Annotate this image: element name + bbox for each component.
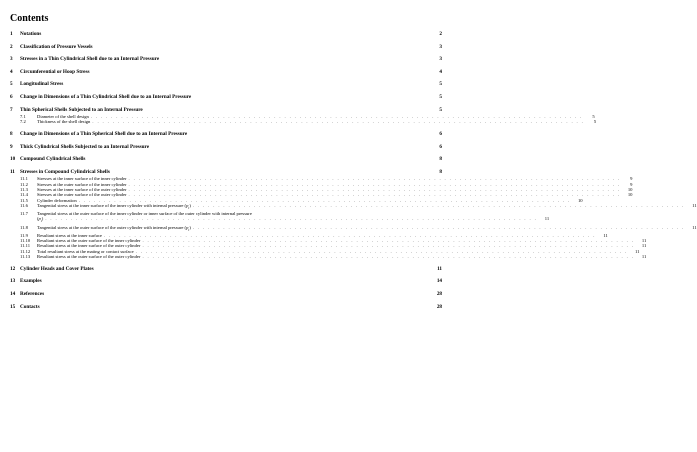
table-of-contents <box>10 13 697 310</box>
subsection-number: 7.1 <box>20 113 26 119</box>
toc-section-entry[interactable] <box>10 94 442 100</box>
toc-section-entry[interactable] <box>10 144 442 150</box>
subsection-title-link[interactable]: Resultant stress at the outer surface of the outer cylinder <box>37 253 141 259</box>
section-page-number: 14 <box>436 278 442 285</box>
contents-heading: Contents <box>10 13 49 24</box>
subsection-page-number: 5 <box>593 119 597 125</box>
subsection-title-link[interactable]: Total resultant stress at the mating or contact surface <box>37 248 134 254</box>
dot-leader: . . . . . . . . . . . . . . . . . . . . . . . . . . . . . . . . . . . . . . . . . . . . . . . . . . . . . . . . . . . . . . . . . . . . . . . . . . . . . . . . . . . . . . . . . . . . . . . . . <box>103 232 596 238</box>
section-page-number: 8 <box>439 156 442 163</box>
section-page-number: 2 <box>439 31 442 37</box>
dot-leader: . . . . . . . . . . . . . . . . . . . . . . . . . . . . . . . . . . . . . . . . . . . . . . . . . . . . . . . . . . . . . . . . . . . . . . . . . . . . . . . . . . . . . . . . . . . . . . . . . <box>45 216 538 222</box>
section-number: 5 <box>10 81 13 88</box>
dot-leader: . . . . . . . . . . . . . . . . . . . . . . . . . . . . . . . . . . . . . . . . . . . . . . . . . . . . . . . . . . . . . . . . . . . . . . . . . . . . . . . . . . . . . . . . . . . . . . . . . <box>128 192 621 198</box>
subsection-page-number: 11 <box>692 224 697 230</box>
toc-subsection-entry[interactable] <box>10 202 697 211</box>
subsection-number: 11.5 <box>20 197 28 203</box>
subsection-number: 11.10 <box>20 238 31 243</box>
subsection-page-number: 9 <box>630 176 633 182</box>
subsection-page-number: 10 <box>577 197 583 203</box>
dot-leader: . . . . . . . . . . . . . . . . . . . . . . . . . . . . . . . . . . . . . . . . . . . . . . . . . . . . . . . . . . . . . . . . . . . . . . . . . . . . . . . . . . . . . . . . . . . . . . . . . <box>128 186 621 192</box>
section-title-link[interactable]: Notations <box>20 31 42 37</box>
subsection-title-link[interactable]: Resultant stress at the inner surface <box>37 232 102 238</box>
section-page-number: 5 <box>439 81 442 88</box>
subsection-page-number: 10 <box>627 186 633 192</box>
subsection-title-link[interactable]: Stresses at the outer surface of the outer cylinder <box>37 192 127 198</box>
subsection-page-number: 9 <box>630 181 633 187</box>
dot-leader: . . . . . . . . . . . . . . . . . . . . . . . . . . . . . . . . . . . . . . . . . . . . . . . . . . . . . . . . . . . . . . . . . . . . . . . . . . . . . . . . . . . . . . . . . . . . . . . . . <box>78 197 571 203</box>
section-page-number: 3 <box>439 56 442 63</box>
section-title-link[interactable]: Stresses in a Thin Cylindrical Shell due to an Internal Pressure <box>20 56 160 63</box>
toc-section-entry[interactable] <box>10 131 442 137</box>
subsection-page-number: 11 <box>635 248 640 254</box>
subsection-title-link[interactable]: Stresses at the inner surface of the inner cylinder <box>37 176 127 182</box>
subsection-title-link[interactable]: Tangential stress at the inner surface of the inner cylinder with internal pressure $(p_i)$ <box>37 202 191 210</box>
section-number: 1 <box>10 31 13 37</box>
dot-leader: . . . . . . . . . . . . . . . . . . . . . . . . . . . . . . . . . . . . . . . . . . . . . . . . . . . . . . . . . . . . . . . . . . . . . . . . . . . . . . . . . . . . . . . . . . . . . . . . . <box>128 176 621 182</box>
subsection-title-link[interactable]: Stresses at the outer surface of the inner cylinder <box>37 181 127 187</box>
subsection-title-link[interactable]: Diameter of the shell design <box>37 113 89 119</box>
toc-section-entry[interactable] <box>10 291 442 297</box>
subsection-title-link[interactable]: Tangential stress at the outer surface of the outer cylinder with internal pressure $(p_i)$ <box>37 224 191 232</box>
toc-list <box>10 31 697 310</box>
section-number: 8 <box>10 131 13 138</box>
section-page-number: 8 <box>439 168 442 175</box>
subsection-number: 7.2 <box>20 119 26 125</box>
subsection-number: 11.4 <box>20 192 28 198</box>
section-page-number: 11 <box>437 265 442 272</box>
dot-leader: . . . . . . . . . . . . . . . . . . . . . . . . . . . . . . . . . . . . . . . . . . . . . . . . . . . . . . . . . . . . . . . . . . . . . . . . . . . . . . . . . . . . . . . . . . . . . . . . . <box>128 181 621 187</box>
section-title-link[interactable]: References <box>20 290 45 297</box>
dot-leader: . . . . . . . . . . . . . . . . . . . . . . . . . . . . . . . . . . . . . . . . . . . . . . . . . . . . . . . . . . . . . . . . . . . . . . . . . . . . . . . . . . . . . . . . . . . . . . . . . <box>142 253 635 259</box>
dot-leader: . . . . . . . . . . . . . . . . . . . . . . . . . . . . . . . . . . . . . . . . . . . . . . . . . . . . . . . . . . . . . . . . . . . . . . . . . . . . . . . . . . . . . . . . . . . . . . . . . <box>90 113 583 119</box>
subsection-number: 11.6 <box>20 202 28 208</box>
subsection-number: 11.1 <box>20 176 28 182</box>
section-title-link[interactable]: Thick Cylindrical Shells Subjected to an Internal Pressure <box>20 143 150 150</box>
toc-subsection-entry[interactable] <box>10 253 647 259</box>
section-number: 3 <box>10 56 13 63</box>
toc-section-entry[interactable] <box>10 278 442 284</box>
subsection-title-continuation: $(p_i)$ <box>37 216 44 224</box>
toc-section-entry[interactable] <box>10 304 442 310</box>
subsection-title-link[interactable]: Resultant stress at the outer surface of the inner cylinder <box>37 238 141 243</box>
subsection-page-number: 11 <box>544 216 550 222</box>
section-page-number: 28 <box>436 290 442 297</box>
dot-leader: . . . . . . . . . . . . . . . . . . . . . . . . . . . . . . . . . . . . . . . . . . . . . . . . . . . . . . . . . . . . . . . . . . . . . . . . . . . . . . . . . . . . . . . . . . . . . . . . . <box>142 243 635 249</box>
subsection-page-number: 5 <box>592 113 595 119</box>
dot-leader: . . . . . . . . . . . . . . . . . . . . . . . . . . . . . . . . . . . . . . . . . . . . . . . . . . . . . . . . . . . . . . . . . . . . . . . . . . . . . . . . . . . . . . . . . . . . . . . . . <box>192 224 685 230</box>
subsection-number: 11.7 <box>20 211 28 216</box>
section-title-link[interactable]: Examples <box>20 278 42 285</box>
subsection-number: 11.3 <box>20 186 28 192</box>
section-title-link[interactable]: Circumferential or Hoop Stress <box>20 68 90 75</box>
section-number: 10 <box>10 156 16 163</box>
section-number: 14 <box>10 290 16 297</box>
subsection-page-number: 11 <box>692 202 697 208</box>
section-number: 9 <box>10 143 13 150</box>
subsection-number: 11.12 <box>20 248 31 254</box>
toc-subsection-entry[interactable] <box>10 119 597 125</box>
subsection-title-link[interactable]: Cylinder deformation <box>37 197 77 203</box>
section-title-link[interactable]: Change in Dimensions of a Thin Spherical Shell due to an Internal Pressure <box>20 131 188 138</box>
section-title-link[interactable]: Thin Spherical Shells Subjected to an Internal Pressure <box>20 106 143 113</box>
toc-section-entry[interactable] <box>10 266 442 272</box>
subsection-page-number: 11 <box>603 232 608 238</box>
section-number: 13 <box>10 278 16 285</box>
section-number: 15 <box>10 303 16 310</box>
subsection-number: 11.11 <box>20 243 30 249</box>
toc-section-entry[interactable] <box>10 81 442 87</box>
section-number: 2 <box>10 43 13 50</box>
subsection-page-number: 11 <box>641 243 647 249</box>
section-title-link[interactable]: Longitudinal Stress <box>20 81 64 88</box>
subsection-title-link[interactable]: Thickness of the shell design <box>37 119 91 125</box>
section-page-number: 28 <box>436 303 442 310</box>
subsection-page-number: 11 <box>641 238 647 243</box>
section-title-link[interactable]: Stresses in Compound Cylindrical Shells <box>20 168 110 175</box>
subsection-page-number: 11 <box>641 253 647 259</box>
section-page-number: 4 <box>439 68 442 75</box>
subsection-number: 11.9 <box>20 232 28 238</box>
subsection-number: 11.2 <box>20 181 28 187</box>
toc-section-entry[interactable] <box>10 69 442 75</box>
section-number: 6 <box>10 93 13 100</box>
subsection-title-link[interactable]: Stresses at the inner surface of the outer cylinder <box>37 186 127 192</box>
subsection-title-link[interactable]: Tangential stress at the outer surface of the inner cylinder or inner surface of the outer cylinder with internal pressure <box>37 211 252 216</box>
toc-section-entry[interactable] <box>10 56 442 62</box>
subsection-page-number: 10 <box>627 192 633 198</box>
toc-subsection-entry[interactable] <box>10 224 697 233</box>
section-title-link[interactable]: Classification of Pressure Vessels <box>20 43 93 50</box>
dot-leader: . . . . . . . . . . . . . . . . . . . . . . . . . . . . . . . . . . . . . . . . . . . . . . . . . . . . . . . . . . . . . . . . . . . . . . . . . . . . . . . . . . . . . . . . . . . . . . . . . <box>135 248 628 254</box>
section-number: 7 <box>10 106 13 113</box>
section-title-link[interactable]: Cylinder Heads and Cover Plates <box>20 265 94 272</box>
section-title-link[interactable]: Contacts <box>20 303 40 310</box>
subsection-title-link[interactable]: Resultant stress at the inner surface of the outer cylinder <box>37 243 141 249</box>
toc-section-entry[interactable] <box>10 44 442 50</box>
section-page-number: 6 <box>439 143 442 150</box>
section-page-number: 6 <box>439 131 442 138</box>
section-title-link[interactable]: Change in Dimensions of a Thin Cylindrical Shell due to an Internal Pressure <box>20 93 192 100</box>
toc-subsection-continuation <box>10 216 550 224</box>
subsection-number: 11.13 <box>20 253 31 259</box>
dot-leader: . . . . . . . . . . . . . . . . . . . . . . . . . . . . . . . . . . . . . . . . . . . . . . . . . . . . . . . . . . . . . . . . . . . . . . . . . . . . . . . . . . . . . . . . . . . . . . . . . <box>92 119 585 125</box>
section-number: 4 <box>10 68 13 75</box>
section-page-number: 5 <box>439 93 442 100</box>
dot-leader: . . . . . . . . . . . . . . . . . . . . . . . . . . . . . . . . . . . . . . . . . . . . . . . . . . . . . . . . . . . . . . . . . . . . . . . . . . . . . . . . . . . . . . . . . . . . . . . . . <box>192 202 685 208</box>
dot-leader: . . . . . . . . . . . . . . . . . . . . . . . . . . . . . . . . . . . . . . . . . . . . . . . . . . . . . . . . . . . . . . . . . . . . . . . . . . . . . . . . . . . . . . . . . . . . . . . . . <box>142 238 635 243</box>
toc-section-entry[interactable] <box>10 107 442 113</box>
toc-section-entry[interactable] <box>10 156 442 162</box>
toc-section-entry[interactable] <box>10 31 442 37</box>
section-number: 12 <box>10 265 16 272</box>
section-page-number: 5 <box>439 106 442 113</box>
subsection-number: 11.8 <box>20 224 28 230</box>
toc-section-entry[interactable] <box>10 169 442 175</box>
section-page-number: 3 <box>439 43 442 50</box>
section-title-link[interactable]: Compound Cylindrical Shells <box>20 156 86 163</box>
section-number: 11 <box>10 168 15 175</box>
